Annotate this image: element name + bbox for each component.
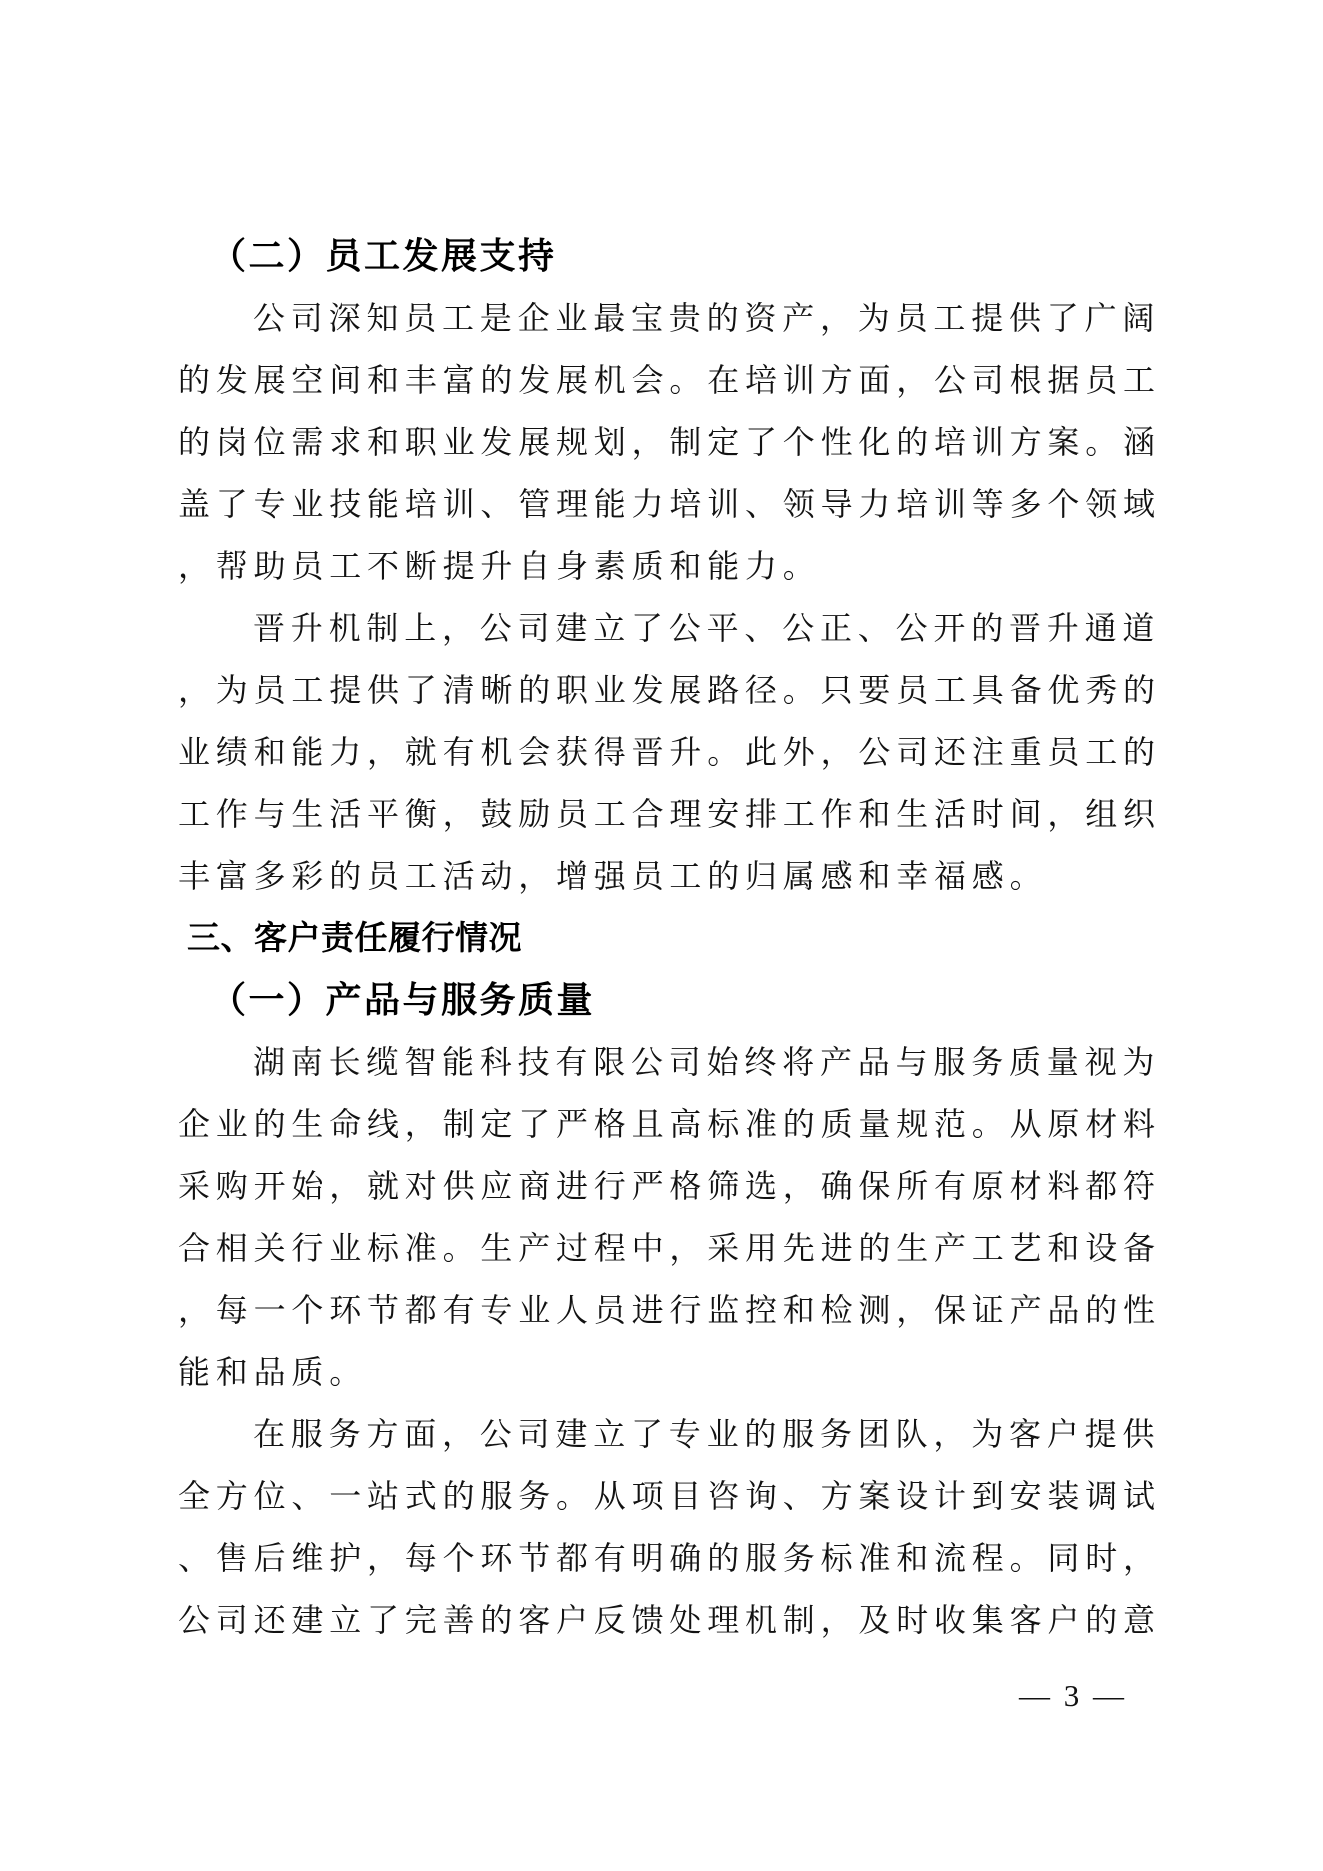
text-line: 企业的生命线，制定了严格且高标准的质量规范。从原材料 [178, 1106, 1161, 1142]
text-line: 丰富多彩的员工活动，增强员工的归属感和幸福感。 [178, 858, 1048, 894]
text-line: 盖了专业技能培训、管理能力培训、领导力培训等多个领域 [178, 486, 1161, 522]
page-number: — 3 — [1019, 1678, 1127, 1713]
text-line: 全方位、一站式的服务。从项目咨询、方案设计到安装调试 [178, 1478, 1161, 1514]
text-line: 公司深知员工是企业最宝贵的资产，为员工提供了广阔 [253, 300, 1161, 336]
section-heading: （二）员工发展支持 [210, 236, 557, 276]
text-line: ，每一个环节都有专业人员进行监控和检测，保证产品的性 [178, 1292, 1161, 1328]
text-line: 的岗位需求和职业发展规划，制定了个性化的培训方案。涵 [178, 424, 1161, 460]
text-line: 公司还建立了完善的客户反馈处理机制，及时收集客户的意 [178, 1602, 1161, 1638]
text-line: 晋升机制上，公司建立了公平、公正、公开的晋升通道 [253, 610, 1161, 646]
text-line: 工作与生活平衡，鼓励员工合理安排工作和生活时间，组织 [178, 796, 1161, 832]
text-line: 能和品质。 [178, 1354, 368, 1390]
text-line: 在服务方面，公司建立了专业的服务团队，为客户提供 [253, 1416, 1161, 1452]
section-heading: （一）产品与服务质量 [210, 980, 596, 1020]
text-line: 的发展空间和丰富的发展机会。在培训方面，公司根据员工 [178, 362, 1161, 398]
text-line: 业绩和能力，就有机会获得晋升。此外，公司还注重员工的 [178, 734, 1161, 770]
text-line: 、售后维护，每个环节都有明确的服务标准和流程。同时， [178, 1540, 1161, 1576]
chapter-heading: 三、客户责任履行情况 [187, 919, 522, 956]
text-line: 采购开始，就对供应商进行严格筛选，确保所有原材料都符 [178, 1168, 1161, 1204]
document-body [178, 225, 1162, 1651]
text-line: 湖南长缆智能科技有限公司始终将产品与服务质量视为 [253, 1044, 1161, 1080]
text-line: ，帮助员工不断提升自身素质和能力。 [178, 548, 821, 584]
text-line: 合相关行业标准。生产过程中，采用先进的生产工艺和设备 [178, 1230, 1161, 1266]
text-line: ，为员工提供了清晰的职业发展路径。只要员工具备优秀的 [178, 672, 1161, 708]
